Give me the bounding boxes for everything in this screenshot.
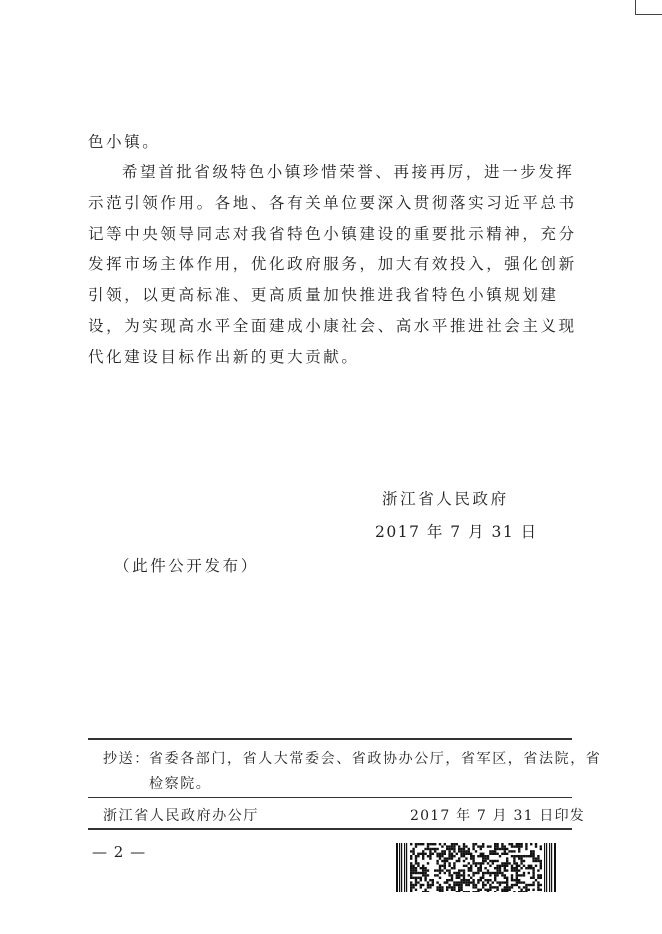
cc-recipients-continued: 检察院。 <box>149 776 212 792</box>
release-note: （此件公开发布） <box>114 557 259 575</box>
signature-date: 2017 年 7 月 31 日 <box>375 523 538 541</box>
page-number: — 2 — <box>92 843 147 861</box>
body-paragraph: 色小镇。 <box>88 133 161 151</box>
footer-divider-middle <box>88 797 572 798</box>
signature-issuer: 浙江省人民政府 <box>382 490 509 508</box>
footer-divider-top <box>88 738 572 740</box>
cc-label: 抄送： <box>103 751 150 767</box>
footer-divider-bottom <box>88 828 572 830</box>
cc-recipients: 省委各部门，省人大常委会、省政协办公厅，省军区，省法院，省 <box>149 751 602 767</box>
issuing-office: 浙江省人民政府办公厅 <box>103 808 259 824</box>
issue-date: 2017 年 7 月 31 日印发 <box>410 808 586 824</box>
page-corner-mark <box>635 0 662 15</box>
barcode-icon <box>396 843 556 892</box>
body-paragraph: 希望首批省级特色小镇珍惜荣誉、再接再厉，进一步发挥示范引领作用。各地、各有关单位要深入贯彻落实习近平总书记等中央领导同志对我省特色小镇建设的重要批示精神，充分发挥市场主体作用，优化政府服务，加大有效投入，强化创新引领，以更高标准、更高质量加快推进我省特色小镇规划建设，为实现高水平全面建成小康社会、高水平推进社会主义现代化建设目标作出新的更大贡献。 <box>88 163 577 366</box>
